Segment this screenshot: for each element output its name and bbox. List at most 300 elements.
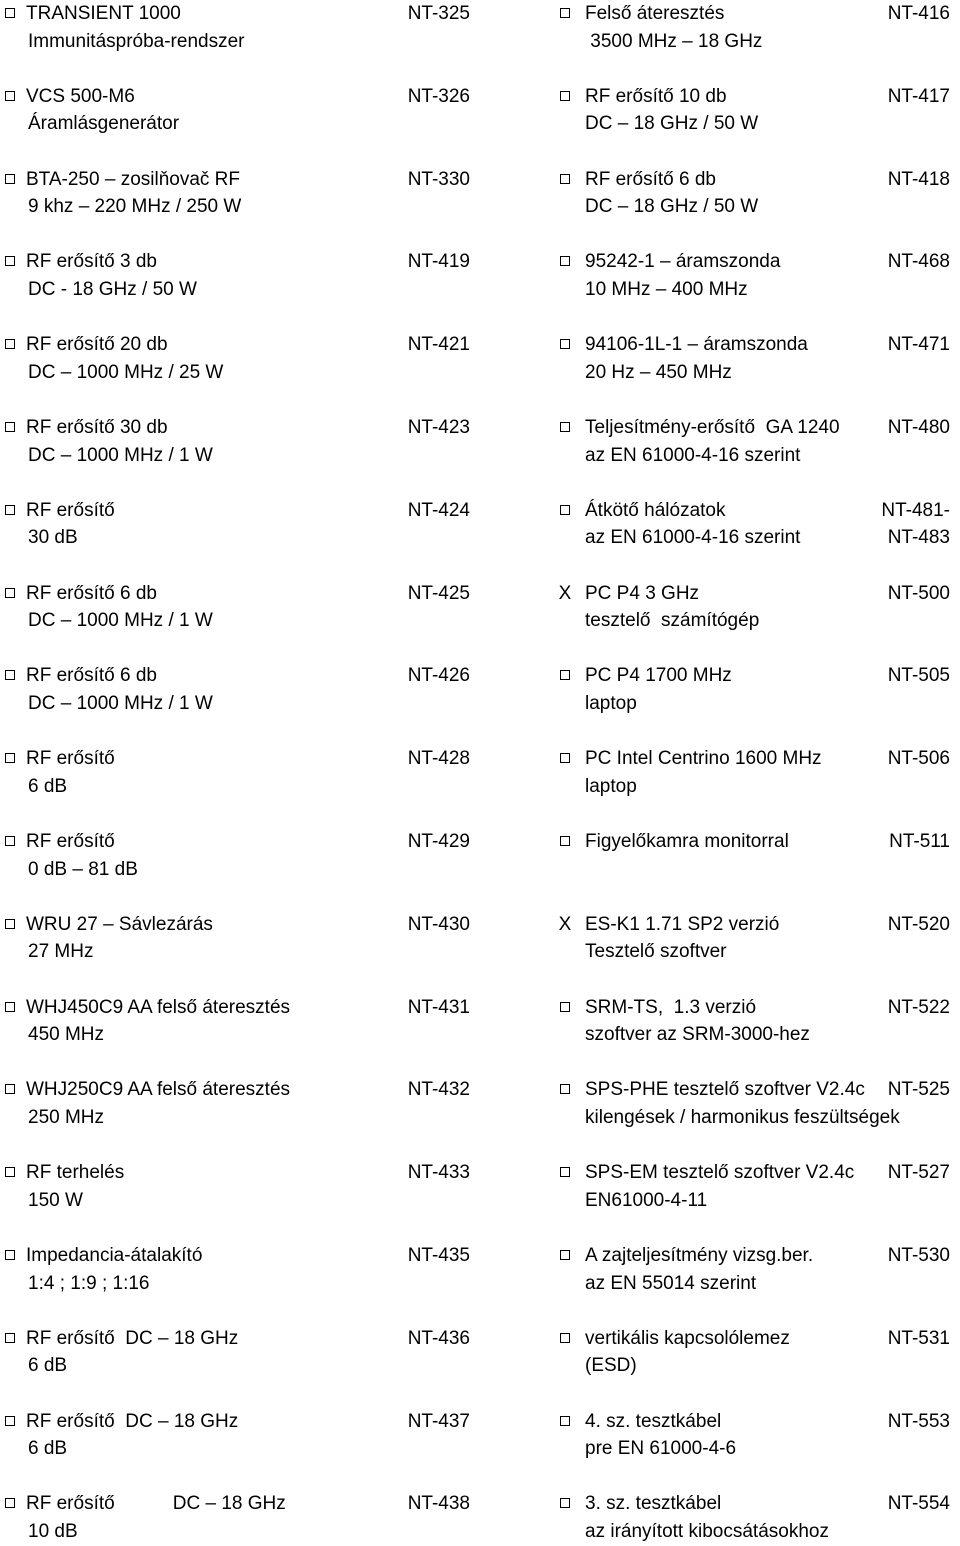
item-title-line: [0, 248, 480, 276]
checkbox-marked-x[interactable]: X: [558, 582, 572, 604]
item-code: NT-435: [407, 1245, 470, 1266]
item-detail: 20 Hz – 450 MHz: [585, 361, 732, 383]
checkbox-square-icon: [560, 1002, 570, 1012]
item-detail-line: [555, 690, 960, 718]
item-detail: az EN 61000-4-16 szerint: [585, 444, 801, 466]
equipment-item: [0, 1159, 480, 1215]
equipment-item: [555, 911, 960, 967]
checkbox-square-icon: [5, 1084, 15, 1094]
item-title-line: [555, 0, 960, 28]
checkbox-square-icon: [560, 505, 570, 515]
item-detail-line: [0, 524, 480, 552]
item-detail: az irányított kibocsátásokhoz: [585, 1520, 829, 1542]
item-detail-line: [555, 1270, 960, 1298]
item-title-line: [0, 1325, 480, 1353]
checkbox-square-icon: [560, 1498, 570, 1508]
item-detail: DC – 1000 MHz / 1 W: [28, 610, 213, 632]
item-detail: 250 MHz: [28, 1106, 105, 1128]
item-detail-line: [555, 359, 960, 387]
item-code: NT-424: [407, 499, 470, 521]
item-code: NT-437: [407, 1410, 470, 1432]
item-title-line: [0, 662, 480, 690]
item-name: RF erősítő 30 db: [26, 417, 168, 438]
checkbox-square-icon: [560, 836, 570, 846]
item-title-line: [0, 1076, 480, 1104]
equipment-item: [0, 166, 480, 222]
item-name: WHJ450C9 AA felső áteresztés: [26, 996, 291, 1018]
item-detail-line: [555, 856, 960, 884]
checkbox-square-icon: [560, 1333, 570, 1343]
checkbox-square-icon: [5, 919, 15, 929]
equipment-item: [0, 662, 480, 718]
equipment-item: [555, 0, 960, 56]
checkbox-unchecked[interactable]: [0, 414, 20, 442]
item-title-line: [0, 994, 480, 1022]
item-title-line: [555, 1242, 960, 1270]
item-name: RF erősítő DC – 18 GHz: [26, 1493, 286, 1515]
checkbox-square-icon: [5, 174, 15, 184]
checkbox-square-icon: [5, 1416, 15, 1426]
checkbox-unchecked[interactable]: [0, 83, 20, 111]
item-title-line: [555, 1076, 960, 1104]
item-title-line: [0, 166, 480, 194]
item-code: NT-423: [407, 417, 470, 438]
item-detail-line: [555, 1021, 960, 1049]
checkbox-unchecked[interactable]: [0, 1159, 20, 1187]
equipment-item: [555, 994, 960, 1050]
item-name: Átkötő hálózatok: [585, 499, 726, 521]
item-detail-line: [555, 28, 960, 56]
item-name: vertikális kapcsolólemez: [585, 1327, 790, 1349]
item-name: A zajteljesítmény vizsg.ber.: [585, 1245, 814, 1266]
item-title-line: [0, 331, 480, 359]
checkbox-square-icon: [5, 753, 15, 763]
item-title-line: [0, 745, 480, 773]
item-detail-line: [0, 1187, 480, 1215]
checkbox-square-icon: [560, 670, 570, 680]
item-detail-line: [0, 1270, 480, 1298]
item-name: RF erősítő 20 db: [26, 334, 168, 356]
item-name: Teljesítmény-erősítő GA 1240: [585, 417, 840, 438]
item-detail: szoftver az SRM-3000-hez: [585, 1024, 810, 1046]
item-detail: EN61000-4-11: [585, 1189, 708, 1211]
item-code: NT-326: [407, 85, 470, 107]
equipment-item: [555, 1159, 960, 1215]
checkbox-unchecked[interactable]: [555, 828, 575, 856]
item-detail: 10 dB: [28, 1520, 78, 1542]
checkbox-square-icon: [5, 588, 15, 598]
equipment-item: [555, 414, 960, 470]
checkbox-square-icon: [5, 91, 15, 101]
checkbox-square-icon: [5, 505, 15, 515]
equipment-item: [555, 166, 960, 222]
item-name: RF erősítő 6 db: [26, 582, 157, 604]
item-detail-line: [0, 856, 480, 884]
checkbox-unchecked[interactable]: [0, 911, 20, 939]
checkbox-unchecked[interactable]: [555, 1408, 575, 1436]
item-detail-line: [0, 442, 480, 470]
equipment-item: [0, 1325, 480, 1381]
item-code: NT-505: [887, 665, 950, 687]
checkbox-unchecked[interactable]: [555, 1159, 575, 1187]
item-title-line: [555, 745, 960, 773]
item-detail-line: [0, 359, 480, 387]
checkbox-unchecked[interactable]: [0, 248, 20, 276]
item-detail: Immunitáspróba-rendszer: [28, 30, 245, 52]
item-code: NT-471: [887, 334, 950, 356]
item-detail-line: [555, 276, 960, 304]
item-code: NT-421: [407, 334, 470, 356]
equipment-item: [0, 1408, 480, 1464]
checkbox-square-icon: [560, 1250, 570, 1260]
item-name: PC Intel Centrino 1600 MHz: [585, 748, 822, 770]
item-code: NT-527: [887, 1162, 950, 1184]
checkbox-unchecked[interactable]: [555, 1325, 575, 1353]
item-detail-line: [0, 607, 480, 635]
checkbox-square-icon: [5, 1002, 15, 1012]
checkbox-unchecked[interactable]: [0, 994, 20, 1022]
checkbox-square-icon: [5, 1250, 15, 1260]
checkbox-unchecked[interactable]: [555, 994, 575, 1022]
item-detail-line: [0, 1021, 480, 1049]
checkbox-unchecked[interactable]: [0, 497, 20, 525]
checkbox-unchecked[interactable]: [555, 1490, 575, 1518]
item-code: NT-554: [887, 1493, 950, 1515]
item-detail: pre EN 61000-4-6: [585, 1438, 737, 1460]
item-code: NT-520: [887, 913, 950, 935]
equipment-item: [0, 828, 480, 884]
checkbox-unchecked[interactable]: [0, 0, 20, 28]
item-title-line: [0, 83, 480, 111]
checkbox-square-icon: [5, 670, 15, 680]
item-title-line: [555, 994, 960, 1022]
item-title-line: [0, 1408, 480, 1436]
checkbox-square-icon: [5, 836, 15, 846]
equipment-item: [555, 497, 960, 553]
checkbox-square-icon: [5, 1498, 15, 1508]
checkbox-unchecked[interactable]: [555, 497, 575, 525]
item-name: SPS-PHE tesztelő szoftver V2.4c: [585, 1079, 865, 1101]
equipment-item: [0, 0, 480, 56]
item-detail-line: [555, 110, 960, 138]
item-name: RF erősítő: [26, 499, 115, 521]
equipment-item: [555, 828, 960, 884]
item-detail-line: [555, 193, 960, 221]
checkbox-square-icon: [5, 8, 15, 18]
item-title-line: [0, 1242, 480, 1270]
checkbox-marked-x[interactable]: X: [558, 913, 572, 935]
item-code: NT-429: [407, 831, 470, 852]
item-title-line: [555, 83, 960, 111]
checkbox-unchecked[interactable]: [0, 1408, 20, 1436]
equipment-item: [0, 911, 480, 967]
item-name: VCS 500-M6: [26, 85, 135, 107]
item-detail: DC – 1000 MHz / 1 W: [28, 444, 213, 466]
equipment-item: [555, 1325, 960, 1381]
item-detail-line: [0, 773, 480, 801]
checkbox-unchecked[interactable]: [0, 1490, 20, 1518]
checkbox-unchecked[interactable]: [555, 414, 575, 442]
item-name: Figyelőkamra monitorral: [585, 831, 789, 852]
checkbox-unchecked[interactable]: [555, 1242, 575, 1270]
item-detail: 6 dB: [28, 775, 68, 797]
item-detail: (ESD): [585, 1355, 637, 1377]
item-name: TRANSIENT 1000: [26, 3, 181, 24]
item-detail: Áramlásgenerátor: [28, 113, 180, 135]
item-detail: 3500 MHz – 18 GHz: [585, 30, 763, 52]
checkbox-square-icon: [560, 256, 570, 266]
item-detail-line: [555, 442, 960, 470]
item-title-line: [555, 1325, 960, 1353]
item-code: NT-418: [887, 168, 950, 190]
equipment-item: [0, 83, 480, 139]
item-name: RF erősítő 6 db: [585, 168, 716, 190]
item-detail: 10 MHz – 400 MHz: [585, 278, 748, 300]
equipment-item: [555, 1408, 960, 1464]
item-detail-line: [555, 1187, 960, 1215]
item-title-line: [0, 1159, 480, 1187]
item-code: NT-325: [407, 3, 470, 24]
item-detail: DC - 18 GHz / 50 W: [28, 278, 197, 300]
item-detail-line: [555, 607, 960, 635]
item-detail: 1:4 ; 1:9 ; 1:16: [28, 1272, 150, 1294]
checkbox-square-icon: [560, 91, 570, 101]
item-name: WHJ250C9 AA felső áteresztés: [26, 1079, 291, 1101]
item-name: 95242-1 – áramszonda: [585, 251, 781, 273]
item-code: NT-500: [887, 582, 950, 604]
item-code: NT-553: [887, 1410, 950, 1432]
item-detail: DC – 1000 MHz / 1 W: [28, 692, 213, 714]
item-title-line: [555, 331, 960, 359]
item-detail: 150 W: [28, 1189, 83, 1211]
item-title-line: [0, 1490, 480, 1518]
item-code: NT-531: [887, 1327, 950, 1349]
checkbox-unchecked[interactable]: [0, 1242, 20, 1270]
item-code: NT-438: [407, 1493, 470, 1515]
item-title-line: [0, 580, 480, 608]
item-detail-line: [0, 1104, 480, 1132]
checkbox-square-icon: [5, 256, 15, 266]
item-name: PC P4 3 GHz: [585, 582, 700, 604]
item-detail: az EN 55014 szerint: [585, 1272, 757, 1294]
checkbox-unchecked[interactable]: [555, 0, 575, 28]
checkbox-unchecked[interactable]: [0, 1325, 20, 1353]
item-code: NT-417: [887, 85, 950, 107]
item-detail: laptop: [585, 775, 637, 797]
equipment-item: [0, 1490, 480, 1546]
item-name: RF erősítő DC – 18 GHz: [26, 1410, 239, 1432]
item-detail: DC – 18 GHz / 50 W: [585, 113, 759, 135]
item-title-line: [555, 828, 960, 856]
item-name: ES-K1 1.71 SP2 verzió: [585, 913, 780, 935]
checkbox-unchecked[interactable]: [0, 828, 20, 856]
item-code: NT-428: [407, 748, 470, 770]
equipment-item: [0, 331, 480, 387]
checkbox-unchecked[interactable]: [0, 1076, 20, 1104]
item-detail-line: [0, 1435, 480, 1463]
item-detail: 450 MHz: [28, 1024, 105, 1046]
item-name: Felső áteresztés: [585, 3, 725, 24]
equipment-item: [555, 331, 960, 387]
item-detail: DC – 18 GHz / 50 W: [585, 196, 759, 218]
item-detail-line: [555, 1435, 960, 1463]
item-title-line: [0, 414, 480, 442]
equipment-item: [555, 580, 960, 636]
item-title-line: [555, 1490, 960, 1518]
item-code: NT-416: [887, 3, 950, 24]
checkbox-square-icon: [5, 1333, 15, 1343]
item-name: SRM-TS, 1.3 verzió: [585, 996, 757, 1018]
checkbox-unchecked[interactable]: [555, 331, 575, 359]
checkbox-square-icon: [560, 1084, 570, 1094]
item-detail: DC – 1000 MHz / 25 W: [28, 361, 224, 383]
item-title-line: [0, 0, 480, 28]
item-detail: Tesztelő szoftver: [585, 941, 727, 963]
item-name: RF erősítő 3 db: [26, 251, 157, 273]
item-detail-line: [0, 690, 480, 718]
checkbox-unchecked[interactable]: [555, 83, 575, 111]
checkbox-unchecked[interactable]: [555, 248, 575, 276]
item-detail: kilengések / harmonikus feszültségek: [585, 1106, 900, 1128]
equipment-item: [555, 1242, 960, 1298]
checkbox-square-icon: [560, 8, 570, 18]
item-detail-line: [555, 938, 960, 966]
equipment-item: [0, 580, 480, 636]
equipment-item: [0, 1242, 480, 1298]
item-name: 3. sz. tesztkábel: [585, 1493, 722, 1515]
item-name: RF erősítő DC – 18 GHz: [26, 1327, 239, 1349]
item-detail: az EN 61000-4-16 szerint: [585, 527, 801, 549]
item-detail: 30 dB: [28, 527, 78, 549]
item-code: NT-436: [407, 1327, 470, 1349]
checkbox-unchecked[interactable]: [555, 662, 575, 690]
checkbox-unchecked[interactable]: [0, 662, 20, 690]
item-detail-line: [0, 193, 480, 221]
checkbox-unchecked[interactable]: [555, 166, 575, 194]
item-title-line: [555, 248, 960, 276]
checkbox-square-icon: [5, 1167, 15, 1177]
equipment-item: [0, 414, 480, 470]
equipment-item: [0, 497, 480, 553]
item-title-line: [0, 911, 480, 939]
item-detail: 0 dB – 81 dB: [28, 858, 138, 880]
item-detail-line: [0, 276, 480, 304]
checkbox-unchecked[interactable]: [0, 580, 20, 608]
item-name: Impedancia-átalakító: [26, 1245, 203, 1266]
checkbox-unchecked[interactable]: [555, 1076, 575, 1104]
equipment-item: [0, 994, 480, 1050]
item-detail: tesztelő számítógép: [585, 610, 760, 632]
item-code: NT-419: [407, 251, 470, 273]
item-code: NT-430: [407, 913, 470, 935]
item-detail-line: [555, 1352, 960, 1380]
item-title-line: [0, 828, 480, 856]
item-name: 94106-1L-1 – áramszonda: [585, 334, 808, 356]
item-title-line: [555, 580, 960, 608]
item-name: RF erősítő: [26, 831, 115, 852]
item-name: WRU 27 – Sávlezárás: [26, 913, 213, 935]
item-name: RF erősítő: [26, 748, 115, 770]
item-code: NT-330: [407, 168, 470, 190]
equipment-item: [0, 1076, 480, 1132]
item-code: NT-480: [887, 417, 950, 438]
checkbox-square-icon: [5, 339, 15, 349]
item-title-line: [555, 662, 960, 690]
item-code: NT-481-: [881, 499, 950, 521]
item-code: NT-468: [887, 251, 950, 273]
item-title-line: [555, 497, 960, 525]
item-code: NT-425: [407, 582, 470, 604]
checkbox-square-icon: [560, 1416, 570, 1426]
equipment-item: [555, 662, 960, 718]
item-detail-line: [0, 938, 480, 966]
item-detail: 6 dB: [28, 1438, 68, 1460]
checkbox-square-icon: [560, 339, 570, 349]
item-detail-line: [555, 1104, 960, 1132]
item-name: BTA-250 – zosilňovač RF: [26, 168, 241, 190]
item-code-range-end: NT-483: [887, 527, 950, 549]
checkbox-unchecked[interactable]: [0, 331, 20, 359]
checkbox-square-icon: [560, 753, 570, 763]
item-code: NT-431: [407, 996, 470, 1018]
item-name: 4. sz. tesztkábel: [585, 1410, 722, 1432]
checkbox-unchecked[interactable]: [0, 166, 20, 194]
equipment-item: [555, 248, 960, 304]
checkbox-square-icon: [560, 174, 570, 184]
item-name: RF erősítő 6 db: [26, 665, 157, 687]
item-code: NT-530: [887, 1245, 950, 1266]
item-name: PC P4 1700 MHz: [585, 665, 732, 687]
item-detail: 9 khz – 220 MHz / 250 W: [28, 196, 242, 218]
item-code: NT-432: [407, 1079, 470, 1101]
equipment-item: [0, 248, 480, 304]
item-detail: 6 dB: [28, 1355, 68, 1377]
item-name: SPS-EM tesztelő szoftver V2.4c: [585, 1162, 855, 1184]
checkbox-square-icon: [5, 422, 15, 432]
item-title-line: [555, 1408, 960, 1436]
checkbox-unchecked[interactable]: [555, 745, 575, 773]
equipment-item: [555, 83, 960, 139]
item-title-line: [555, 166, 960, 194]
checkbox-unchecked[interactable]: [0, 745, 20, 773]
checkbox-square-icon: [560, 1167, 570, 1177]
item-code: NT-506: [887, 748, 950, 770]
item-title-line: [0, 497, 480, 525]
item-title-line: [555, 911, 960, 939]
item-code: NT-511: [889, 831, 950, 852]
item-name: RF erősítő 10 db: [585, 85, 727, 107]
item-code: NT-525: [887, 1079, 950, 1101]
equipment-item: [555, 745, 960, 801]
item-detail-line: [555, 773, 960, 801]
item-detail-line: [0, 110, 480, 138]
item-detail-line: [555, 524, 960, 552]
equipment-item: [0, 745, 480, 801]
item-name: RF terhelés: [26, 1162, 125, 1184]
equipment-item: [555, 1490, 960, 1546]
checkbox-square-icon: [560, 422, 570, 432]
item-code: NT-522: [887, 996, 950, 1018]
item-code: NT-426: [407, 665, 470, 687]
equipment-item: [555, 1076, 960, 1132]
item-detail-line: [0, 28, 480, 56]
item-title-line: [555, 1159, 960, 1187]
item-detail: laptop: [585, 692, 637, 714]
item-detail: 27 MHz: [28, 941, 94, 963]
item-title-line: [555, 414, 960, 442]
item-code: NT-433: [407, 1162, 470, 1184]
item-detail-line: [0, 1352, 480, 1380]
